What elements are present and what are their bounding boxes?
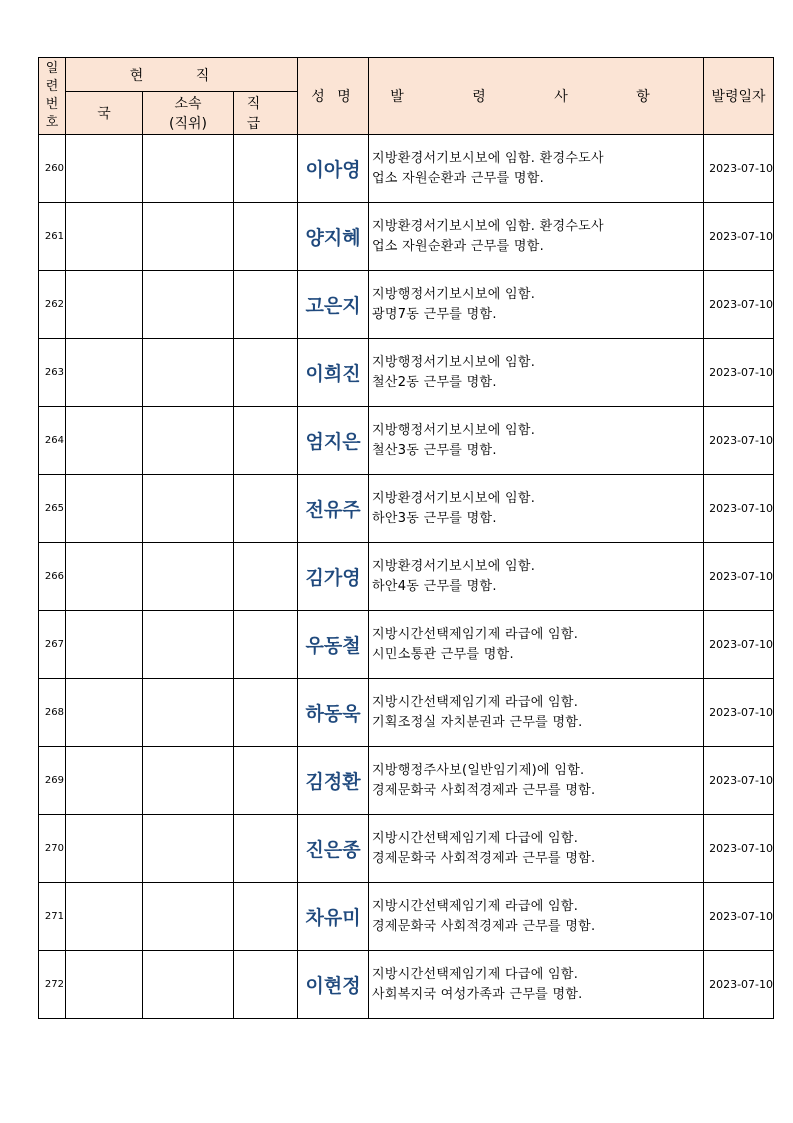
appointment-cell bbox=[369, 611, 704, 679]
appointment-line: 경제문화국 사회적경제과 근무를 명함. bbox=[372, 850, 596, 866]
bureau-cell bbox=[66, 951, 143, 1019]
rank-cell bbox=[234, 883, 298, 951]
name-cell: 이현정 bbox=[298, 951, 369, 1019]
affiliation-cell bbox=[143, 407, 234, 475]
date-cell: 2023-07-10 bbox=[704, 815, 774, 883]
appointment-line: 철산3동 근무를 명함. bbox=[372, 442, 497, 458]
bureau-cell bbox=[66, 611, 143, 679]
date-cell: 2023-07-10 bbox=[704, 543, 774, 611]
serial-cell: 264 bbox=[39, 407, 66, 475]
name-cell: 우동철 bbox=[298, 611, 369, 679]
serial-header-char: 일 bbox=[45, 61, 59, 76]
affiliation-cell bbox=[143, 611, 234, 679]
appointment-line: 지방행정서기보시보에 임함. bbox=[372, 422, 536, 438]
rank-cell bbox=[234, 339, 298, 407]
bureau-header: 국 bbox=[66, 92, 143, 135]
appointment-table bbox=[38, 57, 774, 1019]
bureau-cell bbox=[66, 407, 143, 475]
appointment-line: 지방환경서기보시보에 임함. bbox=[372, 490, 536, 506]
current-post-header: 현 직 bbox=[66, 58, 298, 92]
appointment-line: 경제문화국 사회적경제과 근무를 명함. bbox=[372, 782, 596, 798]
date-cell: 2023-07-10 bbox=[704, 475, 774, 543]
table-row bbox=[39, 951, 774, 1019]
table-row bbox=[39, 203, 774, 271]
bureau-cell bbox=[66, 815, 143, 883]
serial-cell: 269 bbox=[39, 747, 66, 815]
appointment-cell bbox=[369, 271, 704, 339]
affiliation-cell bbox=[143, 135, 234, 203]
serial-number-header bbox=[39, 58, 66, 135]
table-row bbox=[39, 271, 774, 339]
date-cell: 2023-07-10 bbox=[704, 135, 774, 203]
appointment-cell bbox=[369, 203, 704, 271]
rank-cell bbox=[234, 679, 298, 747]
name-cell: 김가영 bbox=[298, 543, 369, 611]
appointment-line: 지방시간선택제임기제 라급에 임함. bbox=[372, 626, 579, 642]
table-row bbox=[39, 407, 774, 475]
serial-cell: 265 bbox=[39, 475, 66, 543]
bureau-cell bbox=[66, 543, 143, 611]
rank-cell bbox=[234, 611, 298, 679]
appointment-cell bbox=[369, 951, 704, 1019]
appointment-line: 지방행정서기보시보에 임함. bbox=[372, 286, 536, 302]
serial-header-char: 번 bbox=[45, 97, 59, 112]
table-row bbox=[39, 679, 774, 747]
affiliation-cell bbox=[143, 543, 234, 611]
affiliation-cell bbox=[143, 747, 234, 815]
name-cell: 전유주 bbox=[298, 475, 369, 543]
rank-cell bbox=[234, 271, 298, 339]
serial-cell: 263 bbox=[39, 339, 66, 407]
serial-cell: 267 bbox=[39, 611, 66, 679]
appointment-cell bbox=[369, 475, 704, 543]
appointment-line: 지방행정서기보시보에 임함. bbox=[372, 354, 536, 370]
appointment-line: 사회복지국 여성가족과 근무를 명함. bbox=[372, 986, 583, 1002]
table-row bbox=[39, 475, 774, 543]
bureau-cell bbox=[66, 883, 143, 951]
table-row bbox=[39, 339, 774, 407]
serial-header-char: 호 bbox=[45, 115, 59, 130]
appointment-line: 지방시간선택제임기제 라급에 임함. bbox=[372, 898, 579, 914]
appointment-line: 업소 자원순환과 근무를 명함. bbox=[372, 170, 545, 186]
affiliation-cell bbox=[143, 475, 234, 543]
name-cell: 차유미 bbox=[298, 883, 369, 951]
date-cell: 2023-07-10 bbox=[704, 951, 774, 1019]
appointment-line: 지방시간선택제임기제 라급에 임함. bbox=[372, 694, 579, 710]
bureau-cell bbox=[66, 135, 143, 203]
name-cell: 양지혜 bbox=[298, 203, 369, 271]
bureau-cell bbox=[66, 475, 143, 543]
bureau-cell bbox=[66, 679, 143, 747]
date-cell: 2023-07-10 bbox=[704, 679, 774, 747]
date-cell: 2023-07-10 bbox=[704, 883, 774, 951]
rank-cell bbox=[234, 815, 298, 883]
affiliation-cell bbox=[143, 203, 234, 271]
rank-cell bbox=[234, 203, 298, 271]
table-row bbox=[39, 815, 774, 883]
appointment-line: 하안4동 근무를 명함. bbox=[372, 578, 497, 594]
name-cell: 이아영 bbox=[298, 135, 369, 203]
appointment-cell bbox=[369, 883, 704, 951]
name-cell: 엄지은 bbox=[298, 407, 369, 475]
table-row bbox=[39, 883, 774, 951]
date-cell: 2023-07-10 bbox=[704, 747, 774, 815]
serial-cell: 271 bbox=[39, 883, 66, 951]
appointment-line: 업소 자원순환과 근무를 명함. bbox=[372, 238, 545, 254]
bureau-cell bbox=[66, 271, 143, 339]
bureau-cell bbox=[66, 339, 143, 407]
appointment-line: 지방행정주사보(일반임기제)에 임함. bbox=[372, 762, 585, 778]
serial-cell: 270 bbox=[39, 815, 66, 883]
appointment-line: 지방시간선택제임기제 다급에 임함. bbox=[372, 830, 579, 846]
appointment-cell bbox=[369, 679, 704, 747]
table-row bbox=[39, 747, 774, 815]
appointment-cell bbox=[369, 543, 704, 611]
serial-cell: 262 bbox=[39, 271, 66, 339]
appointment-line: 지방환경서기보시보에 임함. bbox=[372, 558, 536, 574]
date-cell: 2023-07-10 bbox=[704, 407, 774, 475]
appointment-line: 광명7동 근무를 명함. bbox=[372, 306, 497, 322]
affiliation-cell bbox=[143, 679, 234, 747]
serial-cell: 268 bbox=[39, 679, 66, 747]
name-cell: 고은지 bbox=[298, 271, 369, 339]
rank-cell bbox=[234, 543, 298, 611]
appointment-cell bbox=[369, 339, 704, 407]
affiliation-cell bbox=[143, 883, 234, 951]
serial-cell: 272 bbox=[39, 951, 66, 1019]
appointment-cell bbox=[369, 815, 704, 883]
date-cell: 2023-07-10 bbox=[704, 271, 774, 339]
name-cell: 김정환 bbox=[298, 747, 369, 815]
rank-cell bbox=[234, 475, 298, 543]
table-row bbox=[39, 543, 774, 611]
appointment-line: 지방시간선택제임기제 다급에 임함. bbox=[372, 966, 579, 982]
date-header: 발령일자 bbox=[704, 58, 774, 135]
bureau-cell bbox=[66, 203, 143, 271]
appointment-line: 지방환경서기보시보에 임함. 환경수도사 bbox=[372, 218, 604, 234]
affiliation-header-line: (직위) bbox=[169, 116, 207, 132]
affiliation-cell bbox=[143, 339, 234, 407]
serial-cell: 260 bbox=[39, 135, 66, 203]
appointment-cell bbox=[369, 135, 704, 203]
appointment-line: 지방환경서기보시보에 임함. 환경수도사 bbox=[372, 150, 604, 166]
rank-cell bbox=[234, 951, 298, 1019]
affiliation-cell bbox=[143, 951, 234, 1019]
rank-cell bbox=[234, 135, 298, 203]
name-cell: 진은종 bbox=[298, 815, 369, 883]
appointment-cell bbox=[369, 747, 704, 815]
serial-header-char: 련 bbox=[45, 79, 59, 94]
rank-cell bbox=[234, 747, 298, 815]
appointment-line: 하안3동 근무를 명함. bbox=[372, 510, 497, 526]
appointment-line: 기획조정실 자치분권과 근무를 명함. bbox=[372, 714, 583, 730]
date-cell: 2023-07-10 bbox=[704, 203, 774, 271]
name-cell: 이희진 bbox=[298, 339, 369, 407]
rank-header: 직 급 bbox=[234, 92, 298, 135]
name-cell: 하동욱 bbox=[298, 679, 369, 747]
table-row bbox=[39, 611, 774, 679]
date-cell: 2023-07-10 bbox=[704, 611, 774, 679]
date-cell: 2023-07-10 bbox=[704, 339, 774, 407]
appointment-line: 철산2동 근무를 명함. bbox=[372, 374, 497, 390]
affiliation-cell bbox=[143, 271, 234, 339]
rank-cell bbox=[234, 407, 298, 475]
serial-cell: 261 bbox=[39, 203, 66, 271]
bureau-cell bbox=[66, 747, 143, 815]
appointment-line: 경제문화국 사회적경제과 근무를 명함. bbox=[372, 918, 596, 934]
serial-cell: 266 bbox=[39, 543, 66, 611]
affiliation-cell bbox=[143, 815, 234, 883]
table-row bbox=[39, 135, 774, 203]
appointment-line: 시민소통관 근무를 명함. bbox=[372, 646, 514, 662]
appointment-header: 발 령 사 항 bbox=[369, 58, 704, 135]
name-header: 성 명 bbox=[298, 58, 369, 135]
appointment-cell bbox=[369, 407, 704, 475]
affiliation-header bbox=[143, 92, 234, 135]
affiliation-header-line: 소속 bbox=[174, 96, 202, 112]
